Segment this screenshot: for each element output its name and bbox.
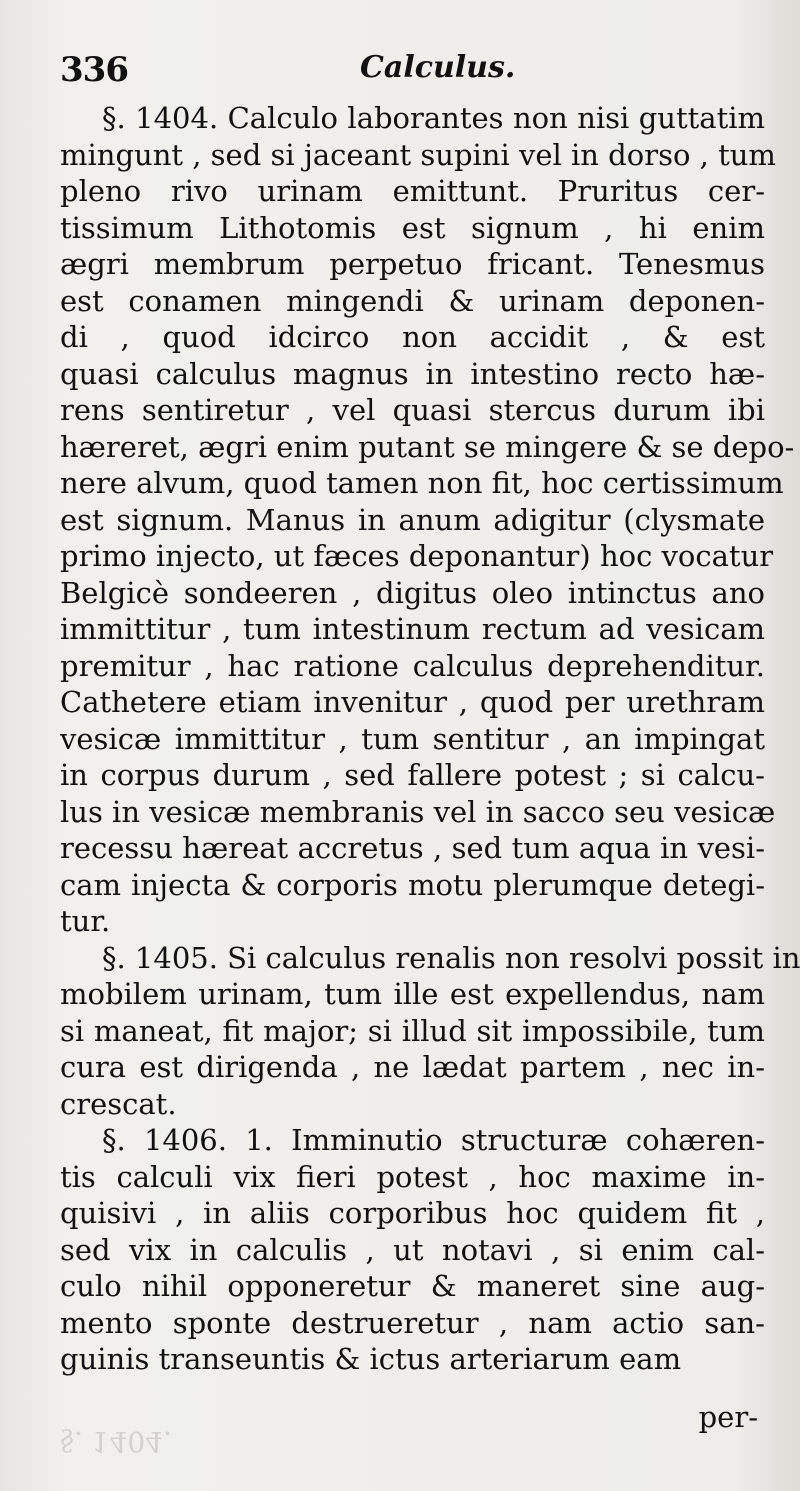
text-line: ægri membrum perpetuo fricant. Tenesmus <box>60 247 765 281</box>
text-line: §. 1406. 1. Imminutio structuræ cohæren- <box>102 1123 765 1157</box>
text-line: tis calculi vix fieri potest , hoc maxime in- <box>60 1159 765 1194</box>
text-line: Belgicè sondeeren , digitus oleo intinctus ano <box>60 575 765 610</box>
text-line: si maneat, fit major; si illud sit impossibile, tum <box>60 1013 765 1048</box>
text-line: Cathetere etiam invenitur , quod per urethram <box>60 685 765 719</box>
text-line: sed vix in calculis , ut notavi , si enim cal- <box>60 1232 765 1267</box>
text-line: lus in vesicæ membranis vel in sacco seu vesicæ <box>60 794 776 829</box>
text-line: di , quod idcirco non accidit , & est <box>60 320 765 354</box>
text-line: pleno rivo urinam emittunt. Pruritus cer- <box>60 174 765 208</box>
bleed-through-text: §. 1404. <box>60 1425 172 1458</box>
page-header <box>60 50 760 90</box>
text-line: guinis transeuntis & ictus arteriarum eam <box>60 1342 682 1376</box>
text-line: premitur , hac ratione calculus deprehenditur. <box>60 648 765 683</box>
text-line: mobilem urinam, tum ille est expellendus, nam <box>60 977 765 1011</box>
running-title: Calculus. <box>360 50 516 85</box>
text-line: cam injecta & corporis motu plerumque detegi- <box>60 867 765 902</box>
text-line: mingunt , sed si jaceant supini vel in dorso , tum <box>60 137 776 172</box>
paragraph <box>60 100 795 940</box>
text-line: immittitur , tum intestinum rectum ad vesicam <box>60 612 765 646</box>
text-line: crescat. <box>60 1086 177 1121</box>
text-line: culo nihil opponeretur & maneret sine aug- <box>60 1269 765 1303</box>
text-line: quisivi , in aliis corporibus hoc quidem fit , <box>60 1196 765 1230</box>
text-line: vesicæ immittitur , tum sentitur , an impingat <box>60 721 765 756</box>
text-line: tur. <box>60 904 111 938</box>
body-text <box>60 100 800 1378</box>
text-line: hæreret, ægri enim putant se mingere & se depo- <box>60 429 795 464</box>
text-line: mento sponte destrueretur , nam actio san- <box>60 1305 765 1340</box>
text-line: est signum. Manus in anum adigitur (clysmate <box>60 502 765 537</box>
text-line: quasi calculus magnus in intestino recto hæ- <box>60 356 765 391</box>
text-line: §. 1404. Calculo laborantes non nisi guttatim <box>102 101 765 135</box>
text-line: cura est dirigenda , ne lædat partem , nec in- <box>60 1050 765 1084</box>
text-line: tissimum Lithotomis est signum , hi enim <box>60 210 765 245</box>
paragraph <box>60 1122 765 1378</box>
text-line: est conamen mingendi & urinam deponen- <box>60 283 765 318</box>
text-line: rens sentiretur , vel quasi stercus durum ibi <box>60 393 765 427</box>
text-line: nere alvum, quod tamen non fit, hoc certissimum <box>60 466 784 500</box>
text-line: recessu hæreat accretus , sed tum aqua in vesi- <box>60 831 765 865</box>
paragraph <box>60 940 800 1123</box>
page-number: 336 <box>60 50 128 90</box>
text-line: §. 1405. Si calculus renalis non resolvi possit in <box>102 940 800 975</box>
text-line: primo injecto, ut fæces deponantur) hoc vocatur <box>60 539 774 573</box>
text-line: in corpus durum , sed fallere potest ; si calcu- <box>60 758 765 792</box>
catchword: per- <box>698 1400 758 1434</box>
